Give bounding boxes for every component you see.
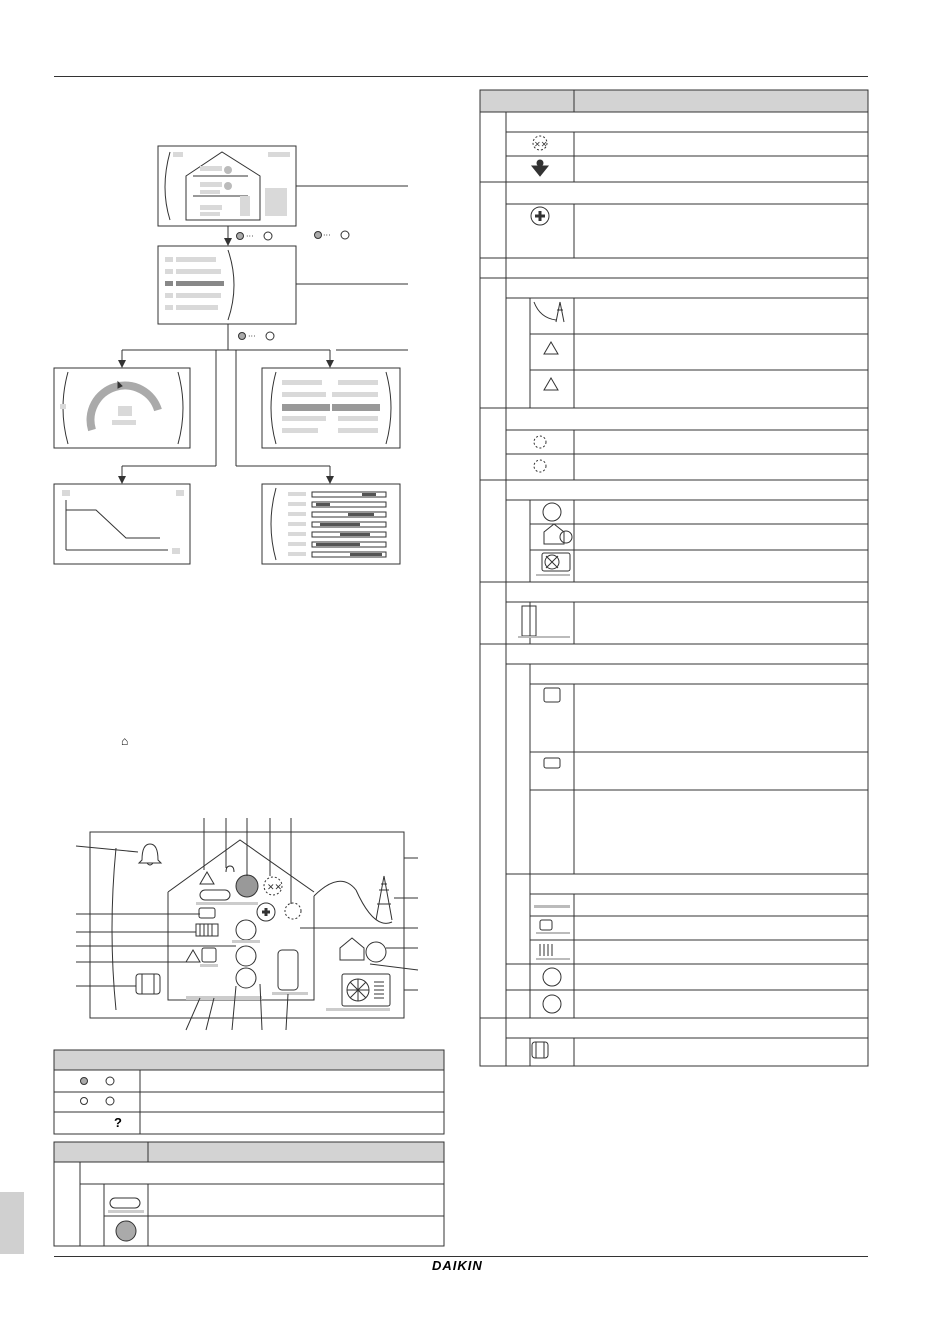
- icons-legend-table-large: [480, 90, 868, 1066]
- power-tower-icon: [376, 876, 392, 920]
- svg-text:✕✕: ✕✕: [267, 883, 283, 893]
- home-screen-overview: [76, 818, 418, 1030]
- icons-legend-table-small: [54, 1142, 444, 1246]
- radiator-icon: [540, 944, 552, 956]
- buttons-legend-table: [54, 1050, 444, 1134]
- sun-icon: [285, 903, 301, 919]
- power-tower-icon: [534, 302, 564, 322]
- storage-icon: [532, 1042, 548, 1058]
- sun-icon: [534, 460, 546, 472]
- dhw-status-circle: [236, 875, 258, 897]
- room-thermostat-icon: [544, 688, 560, 702]
- tank-icon: [278, 950, 298, 990]
- svg-text:···: ···: [246, 232, 254, 241]
- svg-text:···: ···: [248, 332, 256, 341]
- tank-icon: [522, 606, 536, 636]
- weather-curve-box: [54, 484, 190, 564]
- storage-icon: [136, 974, 160, 994]
- home-icon: ⌂: [121, 734, 129, 748]
- svg-text:···: ···: [323, 231, 331, 240]
- brand-logo: DAIKIN: [432, 1258, 483, 1273]
- navigation-flow-diagram: [54, 146, 408, 564]
- help-symbol: ?: [114, 1115, 122, 1130]
- bell-icon: [139, 844, 161, 865]
- svg-text:✕✕: ✕✕: [534, 140, 548, 149]
